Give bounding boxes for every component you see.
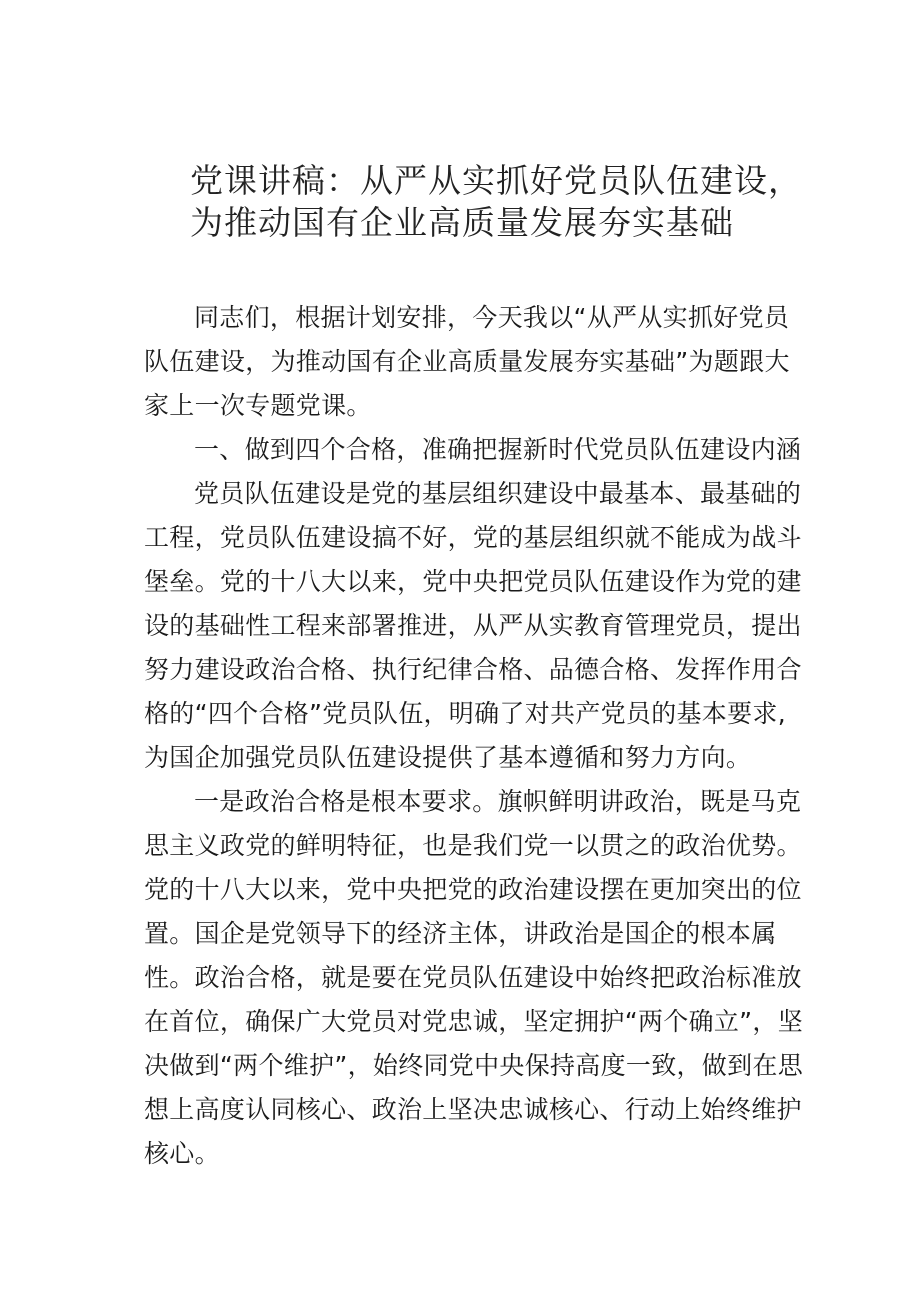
paragraph-intro: 同志们，根据计划安排，今天我以“从严从实抓好党员队伍建设，为推动国有企业高质量发展夯实基础”为题跟大家上一次专题党课。 [144, 303, 790, 420]
paragraph-party-building: 党员队伍建设是党的基层组织建设中最基本、最基础的工程，党员队伍建设搞不好，党的基层组织就不能成为战斗堡垒。党的十八大以来，党中央把党员队伍建设作为党的建设的基础性工程来部署推进，从严从实教育管理党员，提出努力建设政治合格、执行纪律合格、品德合格、发挥作用合格的“四个合格”党员队伍，明确了对共产党员的基本要求,为国企加强党员队伍建设提供了基本遵循和努力方向。 [144, 479, 802, 772]
title-line-1: 党课讲稿：从严从实抓好党员队伍建设， [190, 161, 802, 200]
document-body [144, 296, 804, 1176]
title-line-2: 为推动国有企业高质量发展夯实基础 [190, 203, 734, 242]
document-title [190, 160, 810, 244]
section-heading-1: 一、做到四个合格，准确把握新时代党员队伍建设内涵 [194, 435, 802, 464]
paragraph-political-qualified: 一是政治合格是根本要求。旗帜鲜明讲政治，既是马克思主义政党的鲜明特征，也是我们党一以贯之的政治优势。党的十八大以来，党中央把党的政治建设摆在更加突出的位置。国企是党领导下的经济主体，讲政治是国企的根本属性。政治合格，就是要在党员队伍建设中始终把政治标准放在首位，确保广大党员对党忠诚，坚定拥护“两个确立”，坚决做到“两个维护”，始终同党中央保持高度一致，做到在思想上高度认同核心、政治上坚决忠诚核心、行动上始终维护核心。 [144, 787, 804, 1168]
